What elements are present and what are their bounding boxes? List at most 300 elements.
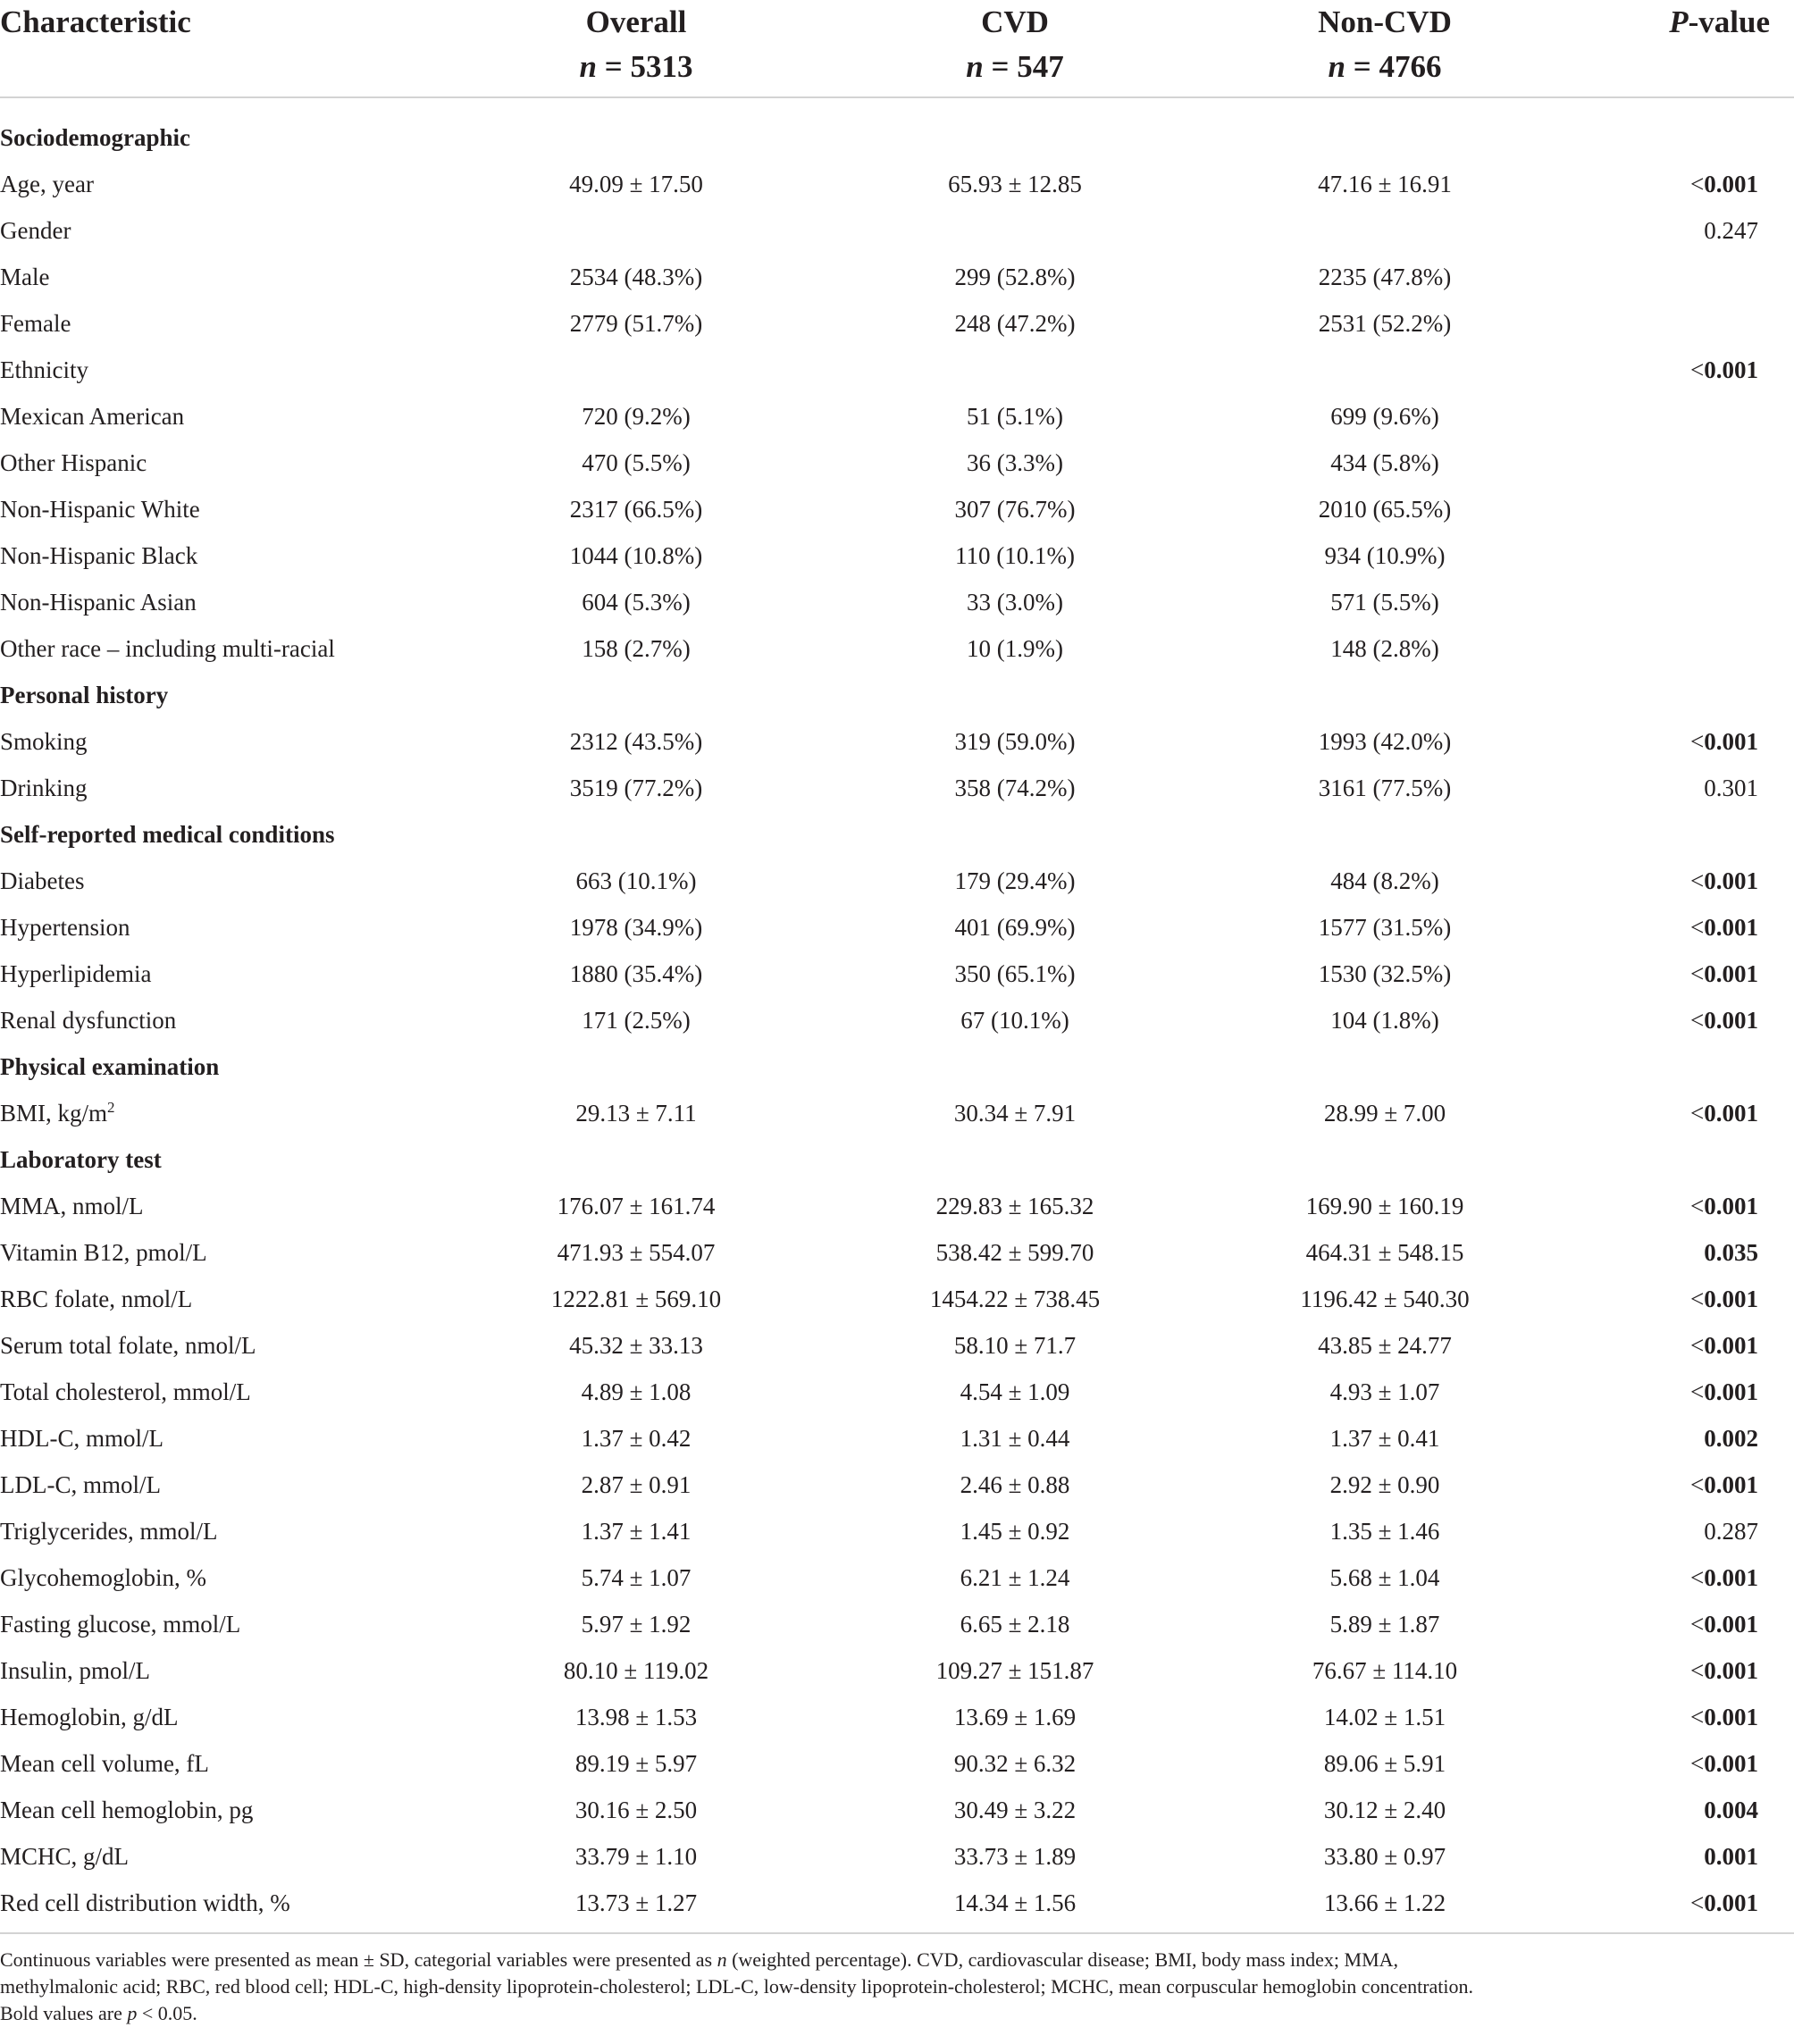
section-header-row <box>0 672 1794 718</box>
cell-noncvd: 3161 (77.5%) <box>1318 775 1452 801</box>
less-than-sign: < <box>1690 1611 1705 1638</box>
cell-noncvd: 434 (5.8%) <box>1330 449 1439 476</box>
cell-noncvd: 148 (2.8%) <box>1330 635 1439 662</box>
row-label <box>0 300 71 347</box>
table-row <box>0 486 1794 532</box>
pvalue-text: 0.002 <box>1704 1425 1758 1452</box>
row-label <box>0 1880 290 1926</box>
row-label <box>0 718 88 765</box>
header-pvalue-p: P <box>1669 4 1689 39</box>
row-label <box>0 1090 115 1136</box>
cell-cvd: 13.69 ± 1.69 <box>953 1704 1077 1730</box>
section-header-row <box>0 1136 1794 1183</box>
pvalue-text: 0.035 <box>1704 1239 1758 1266</box>
table-row <box>0 718 1794 765</box>
header-noncvd-n-value: = 4766 <box>1353 49 1442 84</box>
cell-cvd: 33.73 ± 1.89 <box>953 1843 1077 1870</box>
table-row <box>0 1787 1794 1833</box>
cell-noncvd: 2531 (52.2%) <box>1318 310 1452 337</box>
row-label-text: Physical examination <box>0 1053 220 1080</box>
pvalue-text: 0.001 <box>1704 1100 1758 1127</box>
row-label-text: Renal dysfunction <box>0 1007 177 1034</box>
cell-noncvd: 30.12 ± 2.40 <box>1323 1797 1446 1823</box>
cell-noncvd: 2010 (65.5%) <box>1318 496 1452 523</box>
row-label-text: Diabetes <box>0 867 85 894</box>
cell-overall: 2.87 ± 0.91 <box>581 1471 692 1498</box>
table-row <box>0 625 1794 672</box>
less-than-sign: < <box>1690 171 1705 197</box>
cell-overall: 1880 (35.4%) <box>569 960 703 987</box>
cell-overall: 89.19 ± 5.97 <box>574 1750 698 1777</box>
cell-noncvd: 699 (9.6%) <box>1330 403 1439 430</box>
row-label-text: Fasting glucose, mmol/L <box>0 1611 241 1638</box>
table-row <box>0 951 1794 997</box>
cell-noncvd: 169.90 ± 160.19 <box>1305 1193 1464 1219</box>
row-label-text: Triglycerides, mmol/L <box>0 1518 218 1545</box>
cell-cvd: 110 (10.1%) <box>955 542 1075 569</box>
header-cvd-n <box>881 45 1149 89</box>
row-label-text: Hemoglobin, g/dL <box>0 1704 179 1730</box>
cell-noncvd: 464.31 ± 548.15 <box>1305 1239 1464 1266</box>
less-than-sign: < <box>1690 1007 1705 1034</box>
footnote-line3-a: Bold values are <box>0 2002 128 2024</box>
cell-cvd: 36 (3.3%) <box>967 449 1063 476</box>
cell-cvd: 109.27 ± 151.87 <box>935 1657 1094 1684</box>
row-label-text: Gender <box>0 217 71 244</box>
less-than-sign: < <box>1690 914 1705 941</box>
cell-pvalue <box>1690 1694 1758 1740</box>
cell-noncvd: 1993 (42.0%) <box>1318 728 1452 755</box>
section-title <box>0 672 168 718</box>
row-label-text: Ethnicity <box>0 356 88 383</box>
table-row <box>0 1880 1794 1926</box>
row-label <box>0 532 197 579</box>
cell-pvalue <box>1690 951 1758 997</box>
less-than-sign: < <box>1690 1750 1705 1777</box>
cell-overall: 13.98 ± 1.53 <box>574 1704 698 1730</box>
cell-noncvd: 104 (1.8%) <box>1330 1007 1439 1034</box>
cell-cvd: 248 (47.2%) <box>954 310 1076 337</box>
footnote-line3-p: p <box>127 2002 138 2024</box>
cell-cvd: 10 (1.9%) <box>967 635 1063 662</box>
row-label <box>0 1462 161 1508</box>
cell-cvd: 6.21 ± 1.24 <box>960 1564 1070 1591</box>
footnote-line-3 <box>0 2000 1794 2027</box>
cell-cvd: 58.10 ± 71.7 <box>953 1332 1077 1359</box>
cell-pvalue <box>1690 347 1758 393</box>
pvalue-text: 0.001 <box>1704 356 1758 383</box>
table-footnote <box>0 1932 1794 2027</box>
row-label <box>0 207 71 254</box>
cell-overall: 2779 (51.7%) <box>569 310 703 337</box>
cell-noncvd: 4.93 ± 1.07 <box>1329 1378 1440 1405</box>
row-label <box>0 1415 163 1462</box>
cell-pvalue <box>1704 765 1758 811</box>
table-row <box>0 1415 1794 1462</box>
row-label-text: Other race – including multi-racial <box>0 635 335 662</box>
pvalue-text: 0.001 <box>1704 1286 1758 1312</box>
footnote-line-1 <box>0 1947 1794 1973</box>
pvalue-text: 0.001 <box>1704 1889 1758 1916</box>
row-label-text: Sociodemographic <box>0 124 190 151</box>
section-header-row <box>0 811 1794 858</box>
row-label <box>0 1740 209 1787</box>
pvalue-text: 0.001 <box>1704 914 1758 941</box>
row-label <box>0 1229 207 1276</box>
cell-overall: 49.09 ± 17.50 <box>569 171 703 197</box>
cell-overall: 470 (5.5%) <box>582 449 691 476</box>
cell-cvd: 229.83 ± 165.32 <box>935 1193 1094 1219</box>
cell-overall: 471.93 ± 554.07 <box>557 1239 716 1266</box>
header-pvalue <box>1669 0 1770 45</box>
table-row <box>0 904 1794 951</box>
row-label-text: Total cholesterol, mmol/L <box>0 1378 251 1405</box>
row-label <box>0 1508 218 1554</box>
cell-pvalue <box>1704 1229 1758 1276</box>
pvalue-text: 0.001 <box>1704 1564 1758 1591</box>
cell-noncvd: 13.66 ± 1.22 <box>1323 1889 1446 1916</box>
footnote-line-2: methylmalonic acid; RBC, red blood cell; HDL-C, high-density lipoprotein-cholesterol; LDL-C, low-density lipoprotein-cholesterol; MCHC, mean corpuscular hemoglobin concentration. <box>0 1975 1474 1998</box>
cell-cvd: 1454.22 ± 738.45 <box>929 1286 1101 1312</box>
pvalue-text: 0.001 <box>1704 1332 1758 1359</box>
pvalue-text: 0.001 <box>1704 1193 1758 1219</box>
cell-noncvd: 1.35 ± 1.46 <box>1329 1518 1440 1545</box>
cell-cvd: 350 (65.1%) <box>954 960 1076 987</box>
header-characteristic: Characteristic <box>0 4 191 39</box>
row-label <box>0 997 176 1043</box>
cell-cvd: 1.31 ± 0.44 <box>960 1425 1070 1452</box>
row-label-text: Glycohemoglobin, % <box>0 1564 206 1591</box>
table-row <box>0 347 1794 393</box>
cell-overall: 171 (2.5%) <box>582 1007 691 1034</box>
row-label <box>0 765 88 811</box>
cell-noncvd: 934 (10.9%) <box>1324 542 1446 569</box>
table-row <box>0 1322 1794 1369</box>
row-label <box>0 1322 256 1369</box>
cell-noncvd: 1577 (31.5%) <box>1318 914 1452 941</box>
cell-pvalue <box>1690 1740 1758 1787</box>
n-symbol: n <box>966 49 984 84</box>
cell-pvalue <box>1690 1554 1758 1601</box>
table-row <box>0 1554 1794 1601</box>
row-label <box>0 1601 240 1647</box>
cell-pvalue <box>1690 1369 1758 1415</box>
row-label-text: Mean cell volume, fL <box>0 1750 209 1777</box>
pvalue-text: 0.001 <box>1704 1704 1758 1730</box>
less-than-sign: < <box>1690 1378 1705 1405</box>
cell-noncvd: 2235 (47.8%) <box>1318 264 1452 290</box>
cell-noncvd: 1196.42 ± 540.30 <box>1300 1286 1470 1312</box>
table-row <box>0 997 1794 1043</box>
less-than-sign: < <box>1690 1704 1705 1730</box>
row-label <box>0 904 130 951</box>
row-label-text: Serum total folate, nmol/L <box>0 1332 256 1359</box>
row-label-text: Smoking <box>0 728 88 755</box>
row-label-text: Hypertension <box>0 914 130 941</box>
table-row <box>0 1090 1794 1136</box>
cell-noncvd: 484 (8.2%) <box>1330 867 1439 894</box>
less-than-sign: < <box>1690 356 1705 383</box>
header-noncvd-title: Non-CVD <box>1318 4 1452 39</box>
cell-overall: 176.07 ± 161.74 <box>557 1193 716 1219</box>
less-than-sign: < <box>1690 960 1705 987</box>
cell-overall: 604 (5.3%) <box>582 589 691 616</box>
cell-noncvd: 89.06 ± 5.91 <box>1323 1750 1446 1777</box>
cell-pvalue <box>1690 161 1758 207</box>
cell-noncvd: 33.80 ± 0.97 <box>1323 1843 1446 1870</box>
cell-noncvd: 47.16 ± 16.91 <box>1318 171 1452 197</box>
cell-noncvd: 76.67 ± 114.10 <box>1312 1657 1458 1684</box>
pvalue-text: 0.004 <box>1704 1797 1758 1823</box>
table-row <box>0 207 1794 254</box>
cell-overall: 80.10 ± 119.02 <box>563 1657 709 1684</box>
cell-overall: 33.79 ± 1.10 <box>574 1843 698 1870</box>
section-title <box>0 114 190 161</box>
cell-noncvd: 28.99 ± 7.00 <box>1323 1100 1446 1127</box>
table-row <box>0 440 1794 486</box>
cell-overall: 5.74 ± 1.07 <box>581 1564 692 1591</box>
cell-noncvd: 2.92 ± 0.90 <box>1329 1471 1440 1498</box>
pvalue-text: 0.001 <box>1704 1007 1758 1034</box>
cell-pvalue <box>1690 904 1758 951</box>
less-than-sign: < <box>1690 1564 1705 1591</box>
cell-overall: 663 (10.1%) <box>575 867 697 894</box>
pvalue-text: 0.001 <box>1704 1657 1758 1684</box>
footnote-line1-b: (weighted percentage). CVD, cardiovascular disease; BMI, body mass index; MMA, <box>726 1948 1399 1971</box>
less-than-sign: < <box>1690 1332 1705 1359</box>
table-row <box>0 1462 1794 1508</box>
table-row <box>0 858 1794 904</box>
cell-cvd: 319 (59.0%) <box>954 728 1076 755</box>
cell-pvalue <box>1690 1601 1758 1647</box>
pvalue-text: 0.247 <box>1704 217 1758 244</box>
row-label-text: Red cell distribution width, % <box>0 1889 290 1916</box>
table-row <box>0 254 1794 300</box>
less-than-sign: < <box>1690 728 1705 755</box>
less-than-sign: < <box>1690 1193 1705 1219</box>
row-label <box>0 1647 150 1694</box>
row-label-text: Female <box>0 310 71 337</box>
cell-pvalue <box>1690 1090 1758 1136</box>
pvalue-text: 0.001 <box>1704 1611 1758 1638</box>
cell-cvd: 179 (29.4%) <box>954 867 1076 894</box>
table-row <box>0 1183 1794 1229</box>
table-row <box>0 1276 1794 1322</box>
row-label-text: Non-Hispanic Asian <box>0 589 197 616</box>
cell-cvd: 90.32 ± 6.32 <box>953 1750 1077 1777</box>
row-label-text: Non-Hispanic White <box>0 496 200 523</box>
cell-overall: 4.89 ± 1.08 <box>581 1378 692 1405</box>
table-row <box>0 579 1794 625</box>
cell-cvd: 33 (3.0%) <box>967 589 1063 616</box>
cell-overall: 3519 (77.2%) <box>569 775 703 801</box>
row-label-text: Self-reported medical conditions <box>0 821 335 848</box>
table-header <box>0 0 1794 98</box>
header-noncvd-n <box>1251 45 1519 89</box>
cell-pvalue <box>1690 858 1758 904</box>
row-label-text: MCHC, g/dL <box>0 1843 130 1870</box>
cell-overall: 2317 (66.5%) <box>569 496 703 523</box>
cell-cvd: 299 (52.8%) <box>954 264 1076 290</box>
cell-noncvd: 43.85 ± 24.77 <box>1318 1332 1452 1359</box>
table-row <box>0 393 1794 440</box>
n-symbol: n <box>1328 49 1346 84</box>
cell-cvd: 6.65 ± 2.18 <box>960 1611 1070 1638</box>
footnote-line3-b: < 0.05. <box>137 2002 197 2024</box>
section-title <box>0 811 334 858</box>
cell-pvalue <box>1704 207 1758 254</box>
row-label <box>0 625 335 672</box>
row-label-text: Personal history <box>0 682 169 708</box>
cell-cvd: 307 (76.7%) <box>954 496 1076 523</box>
row-label-text: Drinking <box>0 775 88 801</box>
cell-noncvd: 5.89 ± 1.87 <box>1329 1611 1440 1638</box>
cell-overall: 1.37 ± 0.42 <box>581 1425 692 1452</box>
row-label <box>0 1833 129 1880</box>
cell-noncvd: 5.68 ± 1.04 <box>1329 1564 1440 1591</box>
less-than-sign: < <box>1690 1100 1705 1127</box>
cell-overall: 1222.81 ± 569.10 <box>550 1286 722 1312</box>
table-body <box>0 114 1794 1926</box>
row-label-text: Male <box>0 264 50 290</box>
table-row <box>0 532 1794 579</box>
cell-cvd: 358 (74.2%) <box>954 775 1076 801</box>
cell-pvalue <box>1704 1787 1758 1833</box>
table-row <box>0 1647 1794 1694</box>
table-row <box>0 1229 1794 1276</box>
row-label-text: Vitamin B12, pmol/L <box>0 1239 207 1266</box>
row-label <box>0 1694 178 1740</box>
header-cvd-title: CVD <box>981 4 1049 39</box>
section-title <box>0 1043 219 1090</box>
row-label-text: MMA, nmol/L <box>0 1193 144 1219</box>
table-row <box>0 1369 1794 1415</box>
cell-overall: 720 (9.2%) <box>582 403 691 430</box>
row-label <box>0 161 94 207</box>
cell-pvalue <box>1690 1880 1758 1926</box>
cell-cvd: 4.54 ± 1.09 <box>960 1378 1070 1405</box>
cell-cvd: 538.42 ± 599.70 <box>935 1239 1094 1266</box>
footnote-line1-a: Continuous variables were presented as mean ± SD, categorial variables were presented as <box>0 1948 717 1971</box>
header-overall <box>502 0 770 89</box>
table-row <box>0 765 1794 811</box>
row-label <box>0 393 184 440</box>
row-label-text: Mean cell hemoglobin, pg <box>0 1797 254 1823</box>
row-label-text: Age, year <box>0 171 94 197</box>
row-label-text: HDL-C, mmol/L <box>0 1425 163 1452</box>
cell-pvalue <box>1690 1276 1758 1322</box>
cell-pvalue <box>1704 1415 1758 1462</box>
pvalue-text: 0.301 <box>1704 775 1758 801</box>
less-than-sign: < <box>1690 1471 1705 1498</box>
table-row <box>0 1740 1794 1787</box>
row-label-text: RBC folate, nmol/L <box>0 1286 193 1312</box>
cell-overall: 30.16 ± 2.50 <box>574 1797 698 1823</box>
less-than-sign: < <box>1690 1889 1705 1916</box>
cell-overall: 45.32 ± 33.13 <box>569 1332 703 1359</box>
header-overall-n-value: = 5313 <box>604 49 693 84</box>
cell-overall: 13.73 ± 1.27 <box>574 1889 698 1916</box>
superscript: 2 <box>107 1099 115 1116</box>
pvalue-text: 0.001 <box>1704 171 1758 197</box>
cell-cvd: 1.45 ± 0.92 <box>960 1518 1070 1545</box>
footnote-line1-n: n <box>717 1948 727 1971</box>
cell-cvd: 30.34 ± 7.91 <box>953 1100 1077 1127</box>
row-label <box>0 486 200 532</box>
table-row <box>0 1694 1794 1740</box>
row-label <box>0 1369 251 1415</box>
row-label <box>0 951 151 997</box>
cell-pvalue <box>1704 1508 1758 1554</box>
section-title <box>0 1136 162 1183</box>
row-label <box>0 579 197 625</box>
pvalue-text: 0.001 <box>1704 1843 1758 1870</box>
less-than-sign: < <box>1690 867 1705 894</box>
row-label <box>0 1183 144 1229</box>
pvalue-text: 0.001 <box>1704 1471 1758 1498</box>
cell-cvd: 2.46 ± 0.88 <box>960 1471 1070 1498</box>
row-label-text: LDL-C, mmol/L <box>0 1471 161 1498</box>
cell-cvd: 30.49 ± 3.22 <box>953 1797 1077 1823</box>
cell-overall: 1.37 ± 1.41 <box>581 1518 692 1545</box>
cell-overall: 5.97 ± 1.92 <box>581 1611 692 1638</box>
cell-pvalue <box>1690 718 1758 765</box>
row-label <box>0 1276 192 1322</box>
row-label <box>0 1787 253 1833</box>
row-label-text: Non-Hispanic Black <box>0 542 198 569</box>
row-label-text: Other Hispanic <box>0 449 147 476</box>
cell-noncvd: 1.37 ± 0.41 <box>1329 1425 1440 1452</box>
section-header-row <box>0 114 1794 161</box>
pvalue-text: 0.287 <box>1704 1518 1758 1545</box>
cell-overall: 2312 (43.5%) <box>569 728 703 755</box>
table-row <box>0 1833 1794 1880</box>
cell-overall: 1978 (34.9%) <box>569 914 703 941</box>
cell-pvalue <box>1690 1462 1758 1508</box>
header-overall-n <box>502 45 770 89</box>
pvalue-text: 0.001 <box>1704 867 1758 894</box>
header-cvd <box>881 0 1149 89</box>
cell-pvalue <box>1690 1183 1758 1229</box>
row-label <box>0 1554 206 1601</box>
cell-pvalue <box>1704 1833 1758 1880</box>
row-label <box>0 347 88 393</box>
row-label-text: Hyperlipidemia <box>0 960 152 987</box>
cell-noncvd: 14.02 ± 1.51 <box>1323 1704 1446 1730</box>
header-pvalue-rest: -value <box>1688 4 1770 39</box>
cell-cvd: 65.93 ± 12.85 <box>948 171 1082 197</box>
table-row <box>0 161 1794 207</box>
cell-cvd: 67 (10.1%) <box>960 1007 1069 1034</box>
pvalue-text: 0.001 <box>1704 1750 1758 1777</box>
cell-noncvd: 1530 (32.5%) <box>1318 960 1452 987</box>
section-header-row <box>0 1043 1794 1090</box>
less-than-sign: < <box>1690 1657 1705 1684</box>
n-symbol: n <box>579 49 597 84</box>
header-overall-title: Overall <box>585 4 687 39</box>
table-row <box>0 1508 1794 1554</box>
pvalue-text: 0.001 <box>1704 1378 1758 1405</box>
header-cvd-n-value: = 547 <box>991 49 1064 84</box>
row-label <box>0 254 49 300</box>
cell-cvd: 14.34 ± 1.56 <box>953 1889 1077 1916</box>
header-noncvd <box>1251 0 1519 89</box>
cell-noncvd: 571 (5.5%) <box>1330 589 1439 616</box>
table-row <box>0 1601 1794 1647</box>
cell-cvd: 51 (5.1%) <box>967 403 1063 430</box>
row-label <box>0 858 84 904</box>
cell-overall: 2534 (48.3%) <box>569 264 703 290</box>
